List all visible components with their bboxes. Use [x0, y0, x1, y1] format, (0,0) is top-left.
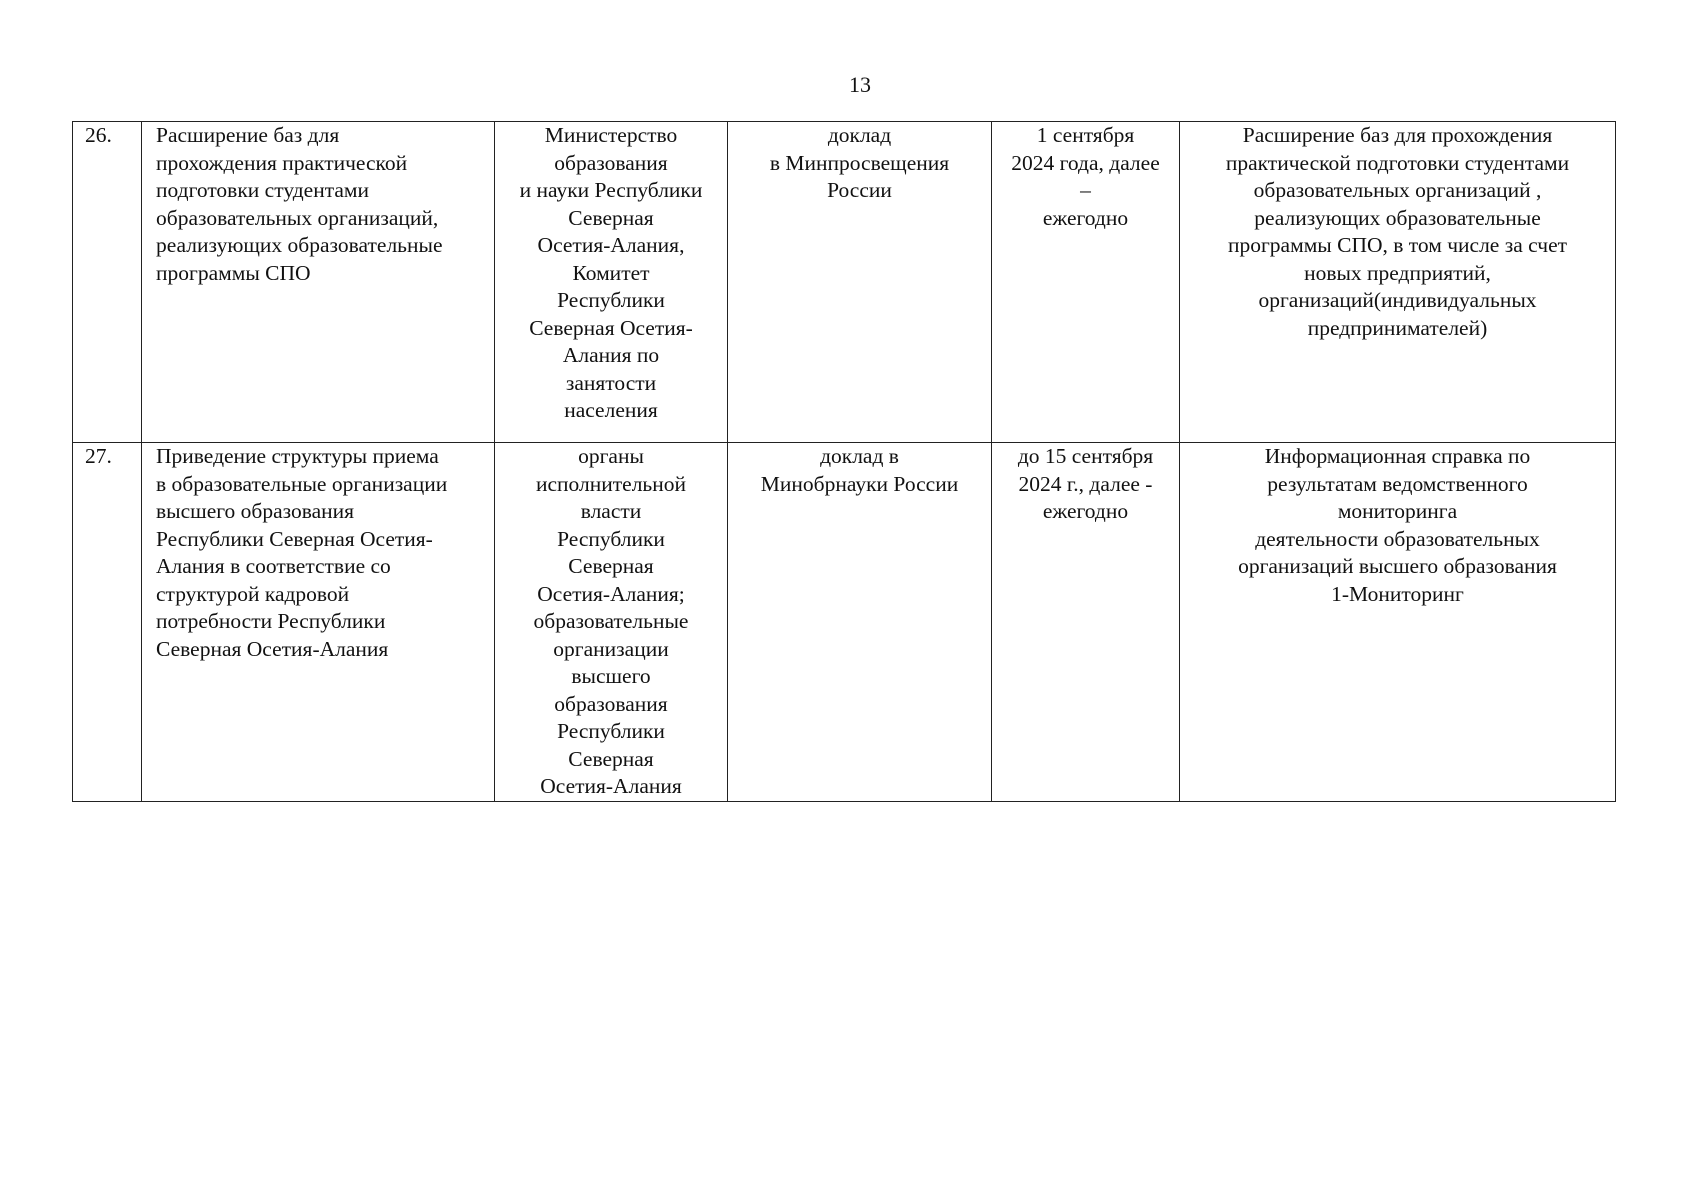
result-cell: Расширение баз для прохождения практической подготовки студентами образовательных организаций , реализующих образовательные программы СПО, в том числе за счет новых предприятий, организаций(индивидуальных предпринимателей) — [1180, 122, 1616, 443]
result-cell: Информационная справка по результатам ведомственного мониторинга деятельности образовательных организаций высшего образования 1-Мониторинг — [1180, 443, 1616, 802]
table-row — [73, 443, 1616, 802]
responsible-cell: органы исполнительной власти Республики Северная Осетия-Алания; образовательные организации высшего образования Республики Северная Осетия-Алания — [495, 443, 728, 802]
report-form-cell: доклад в Минобрнауки России — [728, 443, 992, 802]
measure-cell: Расширение баз для прохождения практической подготовки студентами образовательных организаций, реализующих образовательные программы СПО — [142, 122, 495, 443]
measures-table — [72, 121, 1616, 802]
page-number: 13 — [849, 72, 871, 97]
table-row — [73, 122, 1616, 443]
row-number: 27. — [73, 443, 142, 802]
deadline-cell: 1 сентября 2024 года, далее – ежегодно — [992, 122, 1180, 443]
responsible-cell: Министерство образования и науки Республики Северная Осетия-Алания, Комитет Республики Северная Осетия- Алания по занятости населения — [495, 122, 728, 443]
deadline-cell: до 15 сентября 2024 г., далее - ежегодно — [992, 443, 1180, 802]
report-form-cell: доклад в Минпросвещения России — [728, 122, 992, 443]
row-number: 26. — [73, 122, 142, 443]
measure-cell: Приведение структуры приема в образовательные организации высшего образования Республики Северная Осетия- Алания в соответствие со структурой кадровой потребности Республики Северная Осетия-Алания — [142, 443, 495, 802]
